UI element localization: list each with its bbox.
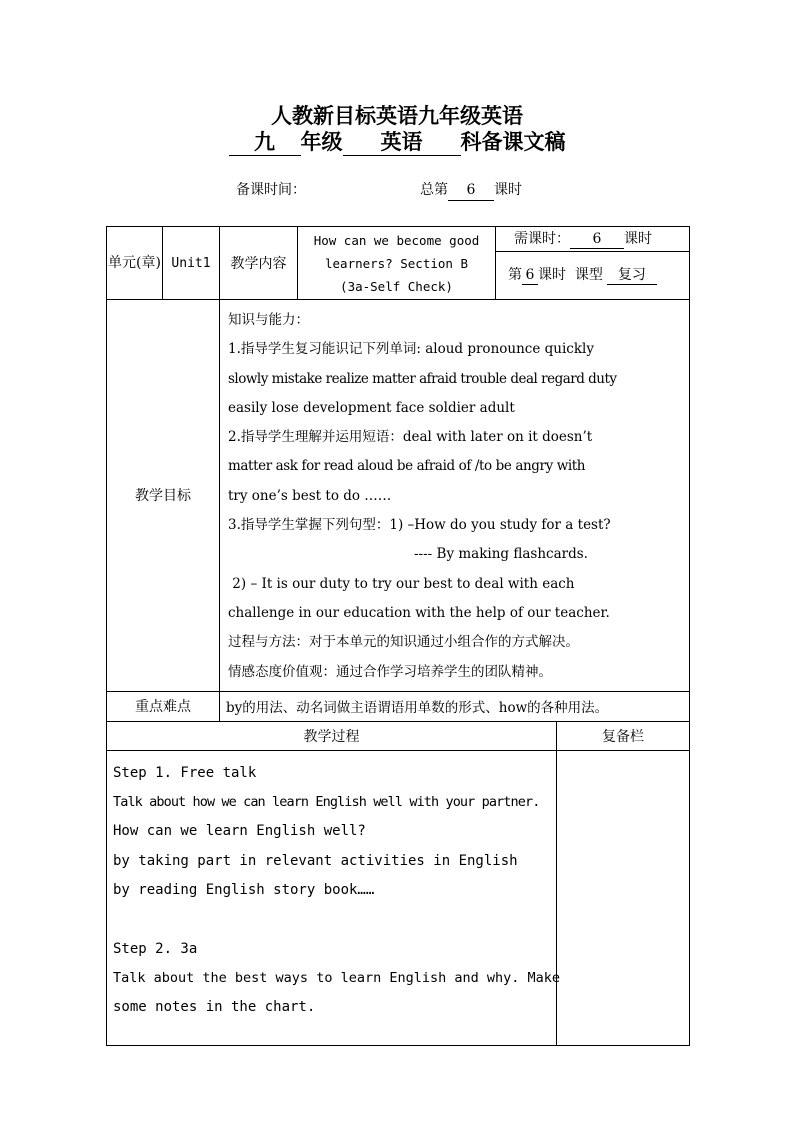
content-line-2: learners? Section B xyxy=(325,255,468,271)
goals-line: slowly mistake realize matter afraid trouble deal regard duty xyxy=(228,370,617,387)
goals-line: matter ask for read aloud be afraid of /to be angry with xyxy=(228,458,586,475)
required-hours: 需课时： 6 课时 xyxy=(496,227,689,252)
goals-line: 1.指导学生复习能识记下列单词: aloud pronounce quickly xyxy=(228,341,594,358)
grade-value: 九 xyxy=(229,129,301,156)
subject-value: 英语 xyxy=(343,129,461,156)
process-line: Step 1. Free talk xyxy=(113,764,257,781)
focus-row xyxy=(107,691,690,721)
process-line: Talk about the best ways to learn English and why. Make xyxy=(113,969,561,986)
content-label-cell: 教学内容 xyxy=(220,227,298,300)
goals-line: 过程与方法：对于本单元的知识通过小组合作的方式解决。 xyxy=(228,634,579,651)
process-content-cell xyxy=(107,750,561,1045)
process-line: some notes in the chart. xyxy=(113,999,316,1016)
lesson-type: 第 6 课时 课型 复习 xyxy=(496,252,689,299)
total-prefix: 总第 xyxy=(420,182,448,198)
focus-label-cell: 重点难点 xyxy=(107,691,220,721)
unit-value-cell: Unit1 xyxy=(163,227,220,300)
document-title: 人教新目标英语九年级英语 xyxy=(271,103,523,128)
lesson-plan-table xyxy=(106,226,690,1046)
process-line xyxy=(113,905,556,934)
goals-line: 3.指导学生掌握下列句型：1) –How do you study for a test? xyxy=(228,517,611,534)
goals-line: 2.指导学生理解并运用短语：deal with later on it doesn’t xyxy=(228,429,593,446)
content-line-1: How can we become good xyxy=(313,232,480,248)
process-line: Talk about how we can learn English well with your partner. xyxy=(113,794,540,811)
goals-line: easily lose development face soldier adult xyxy=(228,399,515,416)
review-column-header: 复备栏 xyxy=(557,721,690,750)
goals-line: challenge in our education with the help of our teacher. xyxy=(228,604,610,621)
document-subtitle xyxy=(0,129,794,156)
total-suffix: 课时 xyxy=(494,182,522,198)
goals-line: try one’s best to do …… xyxy=(228,487,392,504)
lesson-number: 6 xyxy=(522,266,538,285)
prep-time-label: 备课时间： xyxy=(236,182,306,198)
goals-line: ---- By making flashcards. xyxy=(414,546,588,563)
goals-label-cell: 教学目标 xyxy=(107,300,220,692)
unit-label-cell: 单元(章) xyxy=(107,227,163,300)
process-header: 教学过程 xyxy=(107,721,557,750)
process-row xyxy=(107,750,690,1045)
goals-line: 情感态度价值观：通过合作学习培养学生的团队精神。 xyxy=(228,663,552,680)
content-value-cell xyxy=(298,227,496,300)
process-line: How can we learn English well? xyxy=(113,823,366,840)
type-value: 复习 xyxy=(607,266,657,285)
total-value: 6 xyxy=(448,180,494,201)
unit-row xyxy=(107,227,690,300)
subject-suffix: 科备课文稿 xyxy=(460,129,566,154)
total-lessons xyxy=(420,180,522,201)
grade-suffix: 年级 xyxy=(300,129,343,154)
goals-line: 知识与能力： xyxy=(228,312,309,328)
goals-line: 2) – It is our duty to try our best to deal with each xyxy=(228,575,575,592)
process-line: by taking part in relevant activities in English xyxy=(113,852,518,869)
goals-row xyxy=(107,300,690,692)
required-hours-value: 6 xyxy=(570,230,624,249)
goals-content-cell xyxy=(220,300,690,692)
process-line: Step 2. 3a xyxy=(113,940,198,957)
process-line: by reading English story book…… xyxy=(113,882,375,899)
focus-content-cell: by的用法、动名词做主语谓语用单数的形式、how的各种用法。 xyxy=(220,691,690,721)
content-line-3: (3a-Self Check) xyxy=(340,278,453,294)
hours-cell xyxy=(496,227,690,300)
process-header-row xyxy=(107,721,690,750)
review-column-cell xyxy=(557,750,690,1045)
type-label: 课型 xyxy=(574,267,603,283)
